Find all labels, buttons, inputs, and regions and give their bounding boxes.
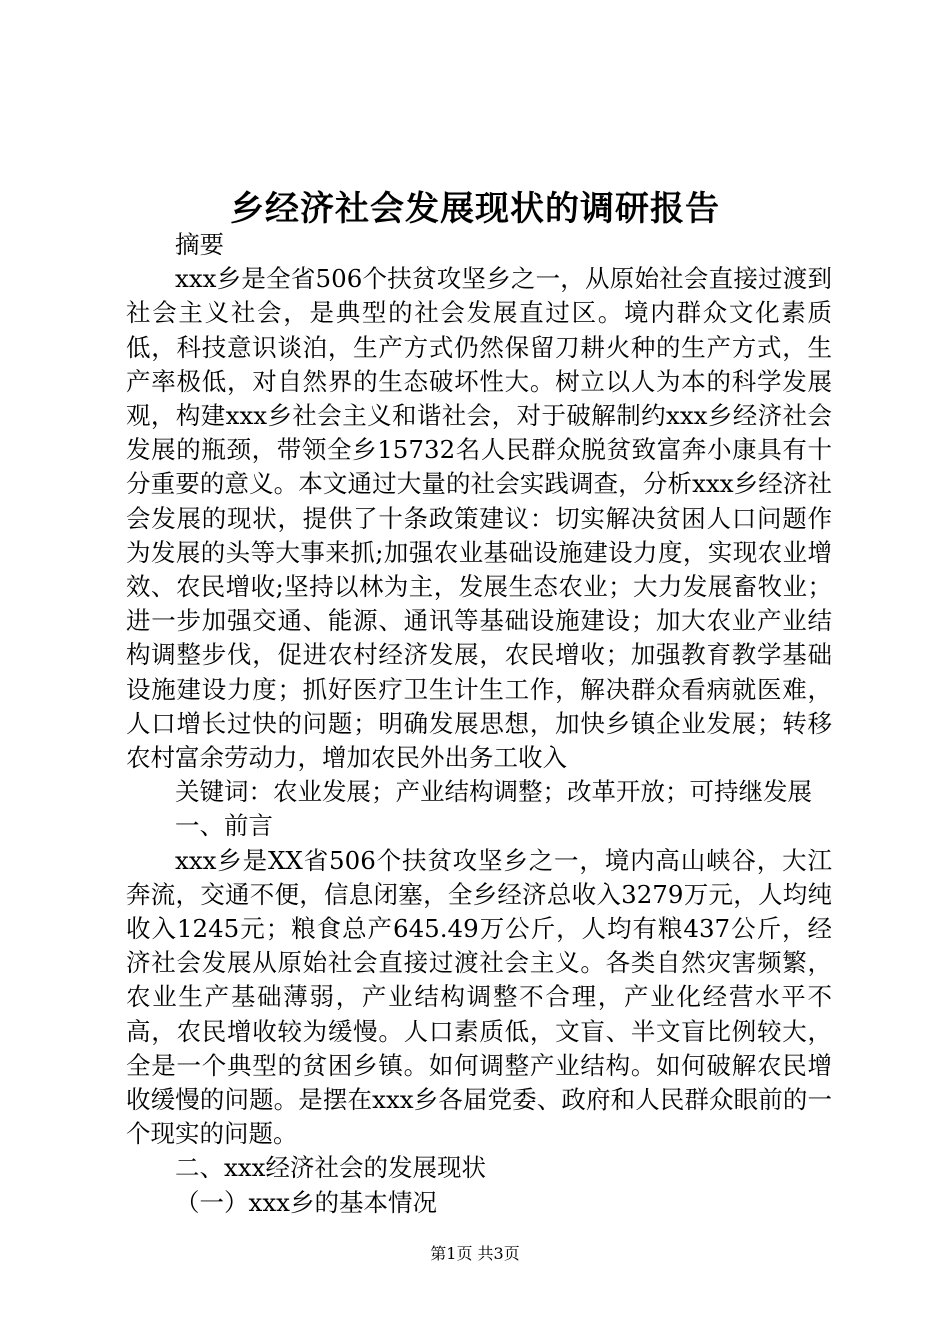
page-number-footer: 第1页 共3页 <box>430 1244 520 1263</box>
document-body <box>126 228 832 1220</box>
abstract-paragraph: xxx乡是全省506个扶贫攻坚乡之一，从原始社会直接过渡到社会主义社会，是典型的社会发展直过区。境内群众文化素质低，科技意识谈泊，生产方式仍然保留刀耕火种的生产方式，生产率极低，对自然界的生态破坏性大。树立以人为本的科学发展观，构建xxx乡社会主义和谐社会，对于破解制约xxx乡经济社会发展的瓶颈，带领全乡15732名人民群众脱贫致富奔小康具有十分重要的意义。本文通过大量的社会实践调查，分析xxx乡经济社会发展的现状，提供了十条政策建议：切实解决贫困人口问题作为发展的头等大事来抓;加强农业基础设施建设力度，实现农业增效、农民增收;坚持以林为主，发展生态农业；大力发展畜牧业；进一步加强交通、能源、通讯等基础设施建设；加大农业产业结构调整步伐，促进农村经济发展，农民增收；加强教育教学基础设施建设力度；抓好医疗卫生计生工作，解决群众看病就医难，人口增长过快的问题；明确发展思想，加快乡镇企业发展；转移农村富余劳动力，增加农民外出务工收入 <box>126 264 832 773</box>
preface-paragraph: xxx乡是XX省506个扶贫攻坚乡之一，境内高山峡谷，大江奔流，交通不便，信息闭塞，全乡经济总收入3279万元，人均纯收入1245元；粮食总产645.49万公斤，人均有粮437公斤，经济社会发展从原始社会直接过渡社会主义。各类自然灾害频繁，农业生产基础薄弱，产业结构调整不合理，产业化经营水平不高，农民增收较为缓慢。人口素质低，文盲、半文盲比例较大，全是一个典型的贫困乡镇。如何调整产业结构。如何破解农民增收缓慢的问题。是摆在xxx乡各届党委、政府和人民群众眼前的一个现实的问题。 <box>126 845 832 1149</box>
subsection-heading-basic-info: （一）xxx乡的基本情况 <box>175 1187 437 1217</box>
section-heading-preface: 一、前言 <box>175 811 273 841</box>
keywords-paragraph: 关键词：农业发展；产业结构调整；改革开放；可持继发展 <box>175 777 812 807</box>
abstract-heading: 摘要 <box>175 230 224 259</box>
section-heading-status: 二、xxx经济社会的发展现状 <box>175 1153 486 1183</box>
document-title: 乡经济社会发展现状的调研报告 <box>230 189 720 229</box>
